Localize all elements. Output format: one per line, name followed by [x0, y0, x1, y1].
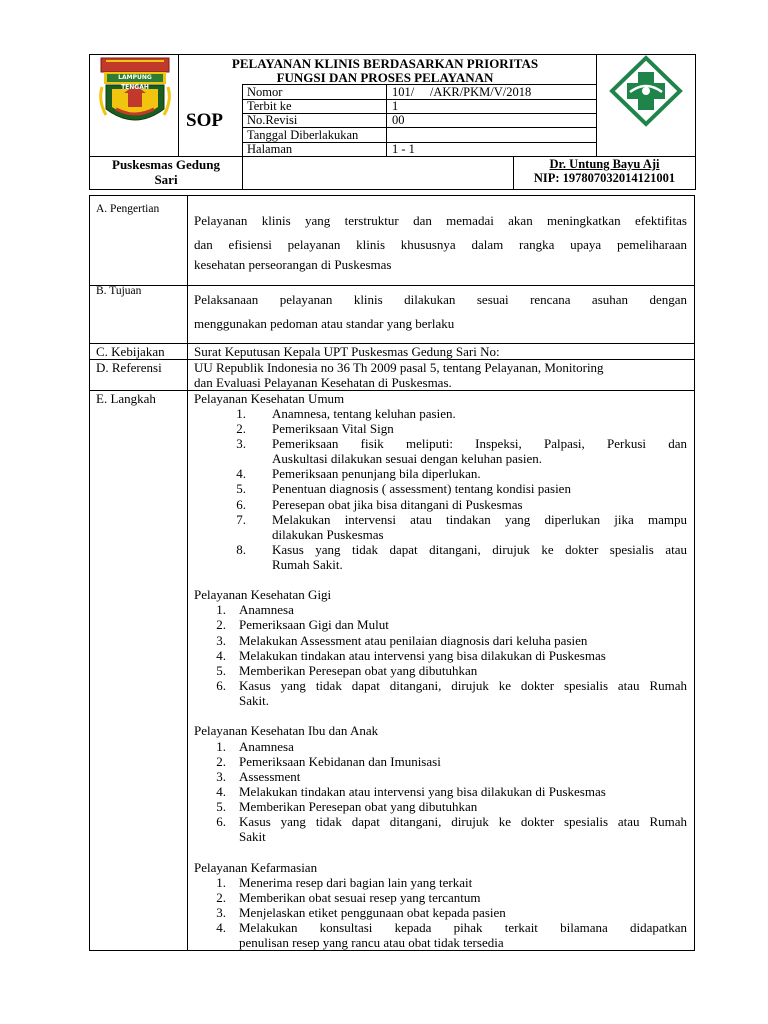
umum-item-text: Melakukan intervensi atau tindakan yang diperlukan jika mampu — [272, 512, 687, 527]
org-name-line1: Puskesmas Gedung — [112, 157, 220, 172]
kia-item-text: Melakukan tindakan atau intervensi yang bisa dilakukan di Puskesmas — [239, 784, 606, 799]
pengertian-line-3: kesehatan perseorangan di Puskesmas — [194, 257, 392, 272]
section-label-kebijakan: C. Kebijakan — [96, 344, 165, 359]
pengertian-line-1: Pelayanan klinis yang terstruktur dan memadai akan meningkatkan efektifitas — [194, 213, 687, 228]
org-name-line2: Sari — [154, 172, 178, 187]
farmasi-item-text: Memberikan obat sesuai resep yang tercantum — [239, 890, 481, 905]
kia-item-text: Kasus yang tidak dapat ditangani, dirujuk ke dokter spesialis atau Rumah — [239, 814, 687, 829]
gigi-item-number: 5. — [216, 663, 226, 678]
umum-item-text-cont: Rumah Sakit. — [272, 557, 343, 572]
referensi-line-1: UU Republik Indonesia no 36 Th 2009 pasal 5, tentang Pelayanan, Monitoring — [194, 360, 604, 375]
langkah-heading-farmasi: Pelayanan Kefarmasian — [194, 860, 318, 875]
gigi-item-text: Kasus yang tidak dapat ditangani, dirujuk ke dokter spesialis atau Rumah — [239, 678, 687, 693]
kia-item-number: 2. — [216, 754, 226, 769]
farmasi-item-text: Menjelaskan etiket penggunaan obat kepada pasien — [239, 905, 506, 920]
meta-label-tanggal: Tanggal Diberlakukan — [247, 128, 359, 142]
signer-nip: NIP: 197807032014121001 — [533, 171, 676, 185]
farmasi-item-number: 3. — [216, 905, 226, 920]
referensi-line-2: dan Evaluasi Pelayanan Kesehatan di Puskesmas. — [194, 375, 452, 390]
section-label-referensi: D. Referensi — [96, 360, 162, 375]
document-title-line1: PELAYANAN KLINIS BERDASARKAN PRIORITAS — [231, 56, 539, 71]
meta-value-revisi: 00 — [392, 113, 405, 127]
kia-item-text: Memberikan Peresepan obat yang dibutuhkan — [239, 799, 478, 814]
farmasi-item-number: 4. — [216, 920, 226, 935]
farmasi-item-text-cont: penulisan resep yang rancu atau obat tidak tersedia — [239, 935, 504, 950]
kia-item-number: 6. — [216, 814, 226, 829]
farmasi-item-number: 2. — [216, 890, 226, 905]
tujuan-line-2: menggunakan pedoman atau standar yang berlaku — [194, 316, 455, 331]
logo-banner: LAMPUNG TENGAH — [118, 74, 152, 91]
meta-value-halaman: 1 - 1 — [392, 142, 415, 156]
meta-label-halaman: Halaman — [247, 142, 293, 156]
kia-item-text: Anamnesa — [239, 739, 294, 754]
kia-item-number: 3. — [216, 769, 226, 784]
umum-item-number: 4. — [236, 466, 246, 481]
regency-logo — [98, 57, 172, 129]
umum-item-number: 5. — [236, 481, 246, 496]
meta-label-terbit: Terbit ke — [247, 99, 292, 113]
kia-item-number: 1. — [216, 739, 226, 754]
kia-item-number: 4. — [216, 784, 226, 799]
umum-item-number: 2. — [236, 421, 246, 436]
gigi-item-number: 6. — [216, 678, 226, 693]
section-label-langkah: E. Langkah — [96, 391, 156, 406]
gigi-item-number: 2. — [216, 617, 226, 632]
gigi-item-text: Melakukan tindakan atau intervensi yang bisa dilakukan di Puskesmas — [239, 648, 606, 663]
kia-item-text: Pemeriksaan Kebidanan dan Imunisasi — [239, 754, 441, 769]
sop-label: SOP — [186, 110, 223, 131]
umum-item-number: 1. — [236, 406, 246, 421]
kebijakan-text: Surat Keputusan Kepala UPT Puskesmas Gedung Sari No: — [194, 344, 500, 359]
gigi-item-number: 4. — [216, 648, 226, 663]
kia-item-number: 5. — [216, 799, 226, 814]
gigi-item-text: Pemeriksaan Gigi dan Mulut — [239, 617, 389, 632]
gigi-item-text: Melakukan Assessment atau penilaian diagnosis dari keluha pasien — [239, 633, 588, 648]
farmasi-item-text: Menerima resep dari bagian lain yang terkait — [239, 875, 473, 890]
signer-name: Dr. Untung Bayu Aji — [549, 157, 660, 171]
gigi-item-text: Anamnesa — [239, 602, 294, 617]
umum-item-text: Peresepan obat jika bisa ditangani di Puskesmas — [272, 497, 523, 512]
umum-item-text: Pemeriksaan fisik meliputi: Inspeksi, Palpasi, Perkusi dan — [272, 436, 687, 451]
langkah-heading-kia: Pelayanan Kesehatan Ibu dan Anak — [194, 723, 379, 738]
umum-item-number: 8. — [236, 542, 246, 557]
meta-value-terbit: 1 — [392, 99, 399, 113]
farmasi-item-number: 1. — [216, 875, 226, 890]
meta-label-revisi: No.Revisi — [247, 113, 298, 127]
langkah-heading-gigi: Pelayanan Kesehatan Gigi — [194, 587, 332, 602]
tujuan-line-1: Pelaksanaan pelayanan klinis dilakukan sesuai rencana asuhan dengan — [194, 292, 687, 307]
document-title-line2: FUNGSI DAN PROSES PELAYANAN — [276, 70, 494, 85]
umum-item-text: Penentuan diagnosis ( assessment) tentang kondisi pasien — [272, 481, 571, 496]
umum-item-text-cont: dilakukan Puskesmas — [272, 527, 384, 542]
kia-item-text-cont: Sakit — [239, 829, 266, 844]
gigi-item-number: 1. — [216, 602, 226, 617]
pengertian-line-2: dan efisiensi pelayanan klinis khususnya dalam rangka upaya pemeliharaan — [194, 237, 687, 252]
puskesmas-logo — [608, 56, 684, 126]
umum-item-text: Pemeriksaan penunjang bila diperlukan. — [272, 466, 481, 481]
umum-item-number: 3. — [236, 436, 246, 451]
kia-item-text: Assessment — [239, 769, 301, 784]
umum-item-text-cont: Auskultasi dilakukan sesuai dengan keluhan pasien. — [272, 451, 543, 466]
umum-item-text: Pemeriksaan Vital Sign — [272, 421, 394, 436]
section-label-tujuan: B. Tujuan — [96, 285, 142, 297]
umum-item-number: 6. — [236, 497, 246, 512]
section-label-pengertian: A. Pengertian — [96, 203, 160, 215]
langkah-heading-umum: Pelayanan Kesehatan Umum — [194, 391, 345, 406]
meta-value-nomor: 101/ /AKR/PKM/V/2018 — [392, 85, 532, 99]
meta-label-nomor: Nomor — [247, 85, 283, 99]
umum-item-text: Anamnesa, tentang keluhan pasien. — [272, 406, 456, 421]
farmasi-item-text: Melakukan konsultasi kepada pihak terkait bilamana didapatkan — [239, 920, 687, 935]
gigi-item-number: 3. — [216, 633, 226, 648]
umum-item-number: 7. — [236, 512, 246, 527]
umum-item-text: Kasus yang tidak dapat ditangani, dirujuk ke dokter spesialis atau — [272, 542, 687, 557]
gigi-item-text: Memberikan Peresepan obat yang dibutuhkan — [239, 663, 478, 678]
gigi-item-text-cont: Sakit. — [239, 693, 269, 708]
